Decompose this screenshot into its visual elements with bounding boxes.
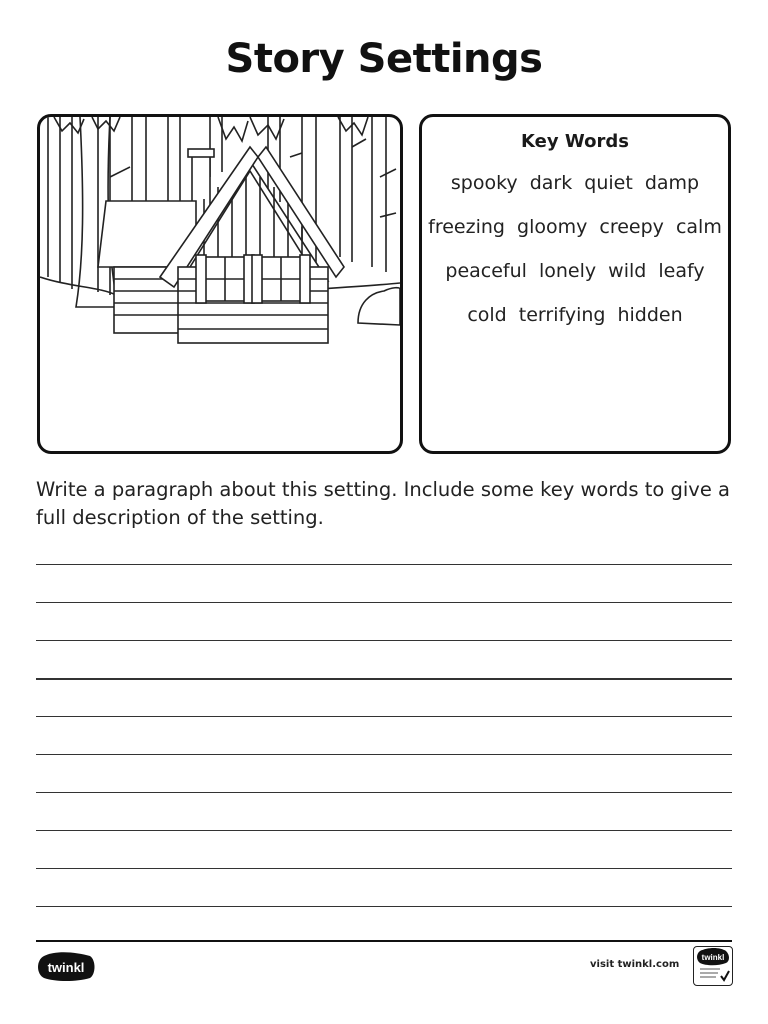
writing-line[interactable]: [36, 754, 732, 755]
key-words-row: spooky dark quiet damp: [450, 172, 700, 194]
footer-divider: [36, 940, 732, 942]
writing-line[interactable]: [36, 830, 732, 831]
key-words-row: freezing gloomy creepy calm: [428, 216, 722, 238]
writing-line[interactable]: [36, 602, 732, 603]
key-words-heading: Key Words: [521, 131, 629, 152]
writing-line[interactable]: [36, 868, 732, 869]
key-words-row: peaceful lonely wild leafy: [445, 260, 705, 282]
writing-line[interactable]: [36, 906, 732, 907]
writing-line[interactable]: [36, 716, 732, 717]
visit-link[interactable]: visit twinkl.com: [590, 959, 680, 970]
cabin-picture: [37, 114, 403, 454]
svg-text:twinkl: twinkl: [47, 960, 85, 975]
writing-line[interactable]: [36, 640, 732, 641]
instructions-text: Write a paragraph about this setting. Include some key words to give a full description of the setting.: [36, 478, 730, 529]
writing-line[interactable]: [36, 792, 732, 793]
writing-line[interactable]: [36, 678, 732, 680]
key-words-panel: [419, 114, 731, 454]
page-title: Story Settings: [225, 36, 543, 82]
twinkl-logo: [36, 952, 96, 982]
key-words-row: cold terrifying hidden: [467, 304, 683, 326]
writing-line[interactable]: [36, 564, 732, 565]
svg-text:twinkl: twinkl: [701, 953, 725, 962]
quality-badge: [693, 946, 733, 986]
